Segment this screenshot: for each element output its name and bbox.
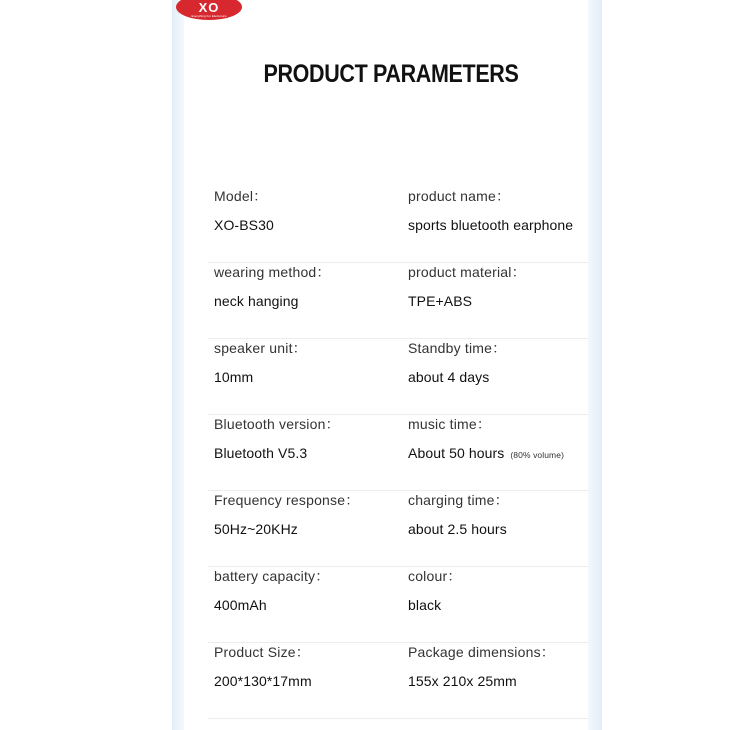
spec-item-speaker-unit (214, 338, 307, 385)
spec-value: 200*130*17mm (214, 673, 312, 689)
spec-item-package-dimensions (408, 642, 555, 689)
spec-value: black (408, 597, 442, 613)
spec-row (208, 642, 588, 719)
spec-item-charging-time (408, 490, 509, 537)
spec-item-product-material (408, 262, 526, 309)
spec-label: product material： (408, 264, 526, 280)
spec-label: Product Size： (214, 644, 310, 660)
spec-label: Model： (214, 188, 268, 204)
spec-value-note: (80% volume) (510, 450, 564, 460)
spec-label: Standby time： (408, 340, 507, 356)
spec-row (208, 262, 588, 339)
spec-row (208, 566, 588, 643)
spec-value: 10mm (214, 369, 254, 385)
spec-label: wearing method： (214, 264, 331, 280)
spec-label: Package dimensions： (408, 644, 555, 660)
spec-value: 155x 210x 25mm (408, 673, 517, 689)
spec-item-frequency-response (214, 490, 359, 537)
spec-item-colour (408, 566, 462, 613)
spec-row (208, 490, 588, 567)
spec-value: XO-BS30 (214, 217, 274, 233)
spec-item-product-size (214, 642, 312, 689)
spec-item-standby-time (408, 338, 506, 385)
spec-value: about 4 days (408, 369, 490, 385)
card-left-border (172, 0, 184, 730)
spec-value: about 2.5 hours (408, 521, 507, 537)
logo-subtext: Everything For Electronics (191, 13, 227, 18)
spec-item-music-time (408, 414, 564, 461)
spec-value (408, 445, 564, 461)
spec-label: music time： (408, 416, 492, 432)
logo-mark: XO (198, 0, 220, 15)
spec-item-bluetooth-version (214, 414, 340, 461)
spec-value: 400mAh (214, 597, 267, 613)
spec-label: product name： (408, 188, 511, 204)
spec-label: speaker unit： (214, 340, 307, 356)
spec-item-wearing-method (214, 262, 331, 309)
spec-row (208, 338, 588, 415)
spec-value: Bluetooth V5.3 (214, 445, 308, 461)
spec-value-text: About 50 hours (408, 445, 505, 461)
spec-label: charging time： (408, 492, 509, 508)
spec-label: battery capacity： (214, 568, 330, 584)
spec-row (208, 186, 588, 263)
spec-value: neck hanging (214, 293, 299, 309)
spec-label: colour： (408, 568, 462, 584)
spec-label: Frequency response： (214, 492, 360, 508)
spec-item-model (214, 186, 274, 233)
page-title: PRODUCT PARAMETERS (263, 60, 519, 88)
spec-value: 50Hz~20KHz (214, 521, 298, 537)
spec-item-product-name (408, 186, 573, 233)
spec-value: sports bluetooth earphone (408, 217, 574, 233)
card-right-border (588, 0, 602, 730)
spec-value: TPE+ABS (408, 293, 473, 309)
spec-row (208, 414, 588, 491)
spec-item-battery-capacity (214, 566, 329, 613)
spec-label: Bluetooth version： (214, 416, 340, 432)
